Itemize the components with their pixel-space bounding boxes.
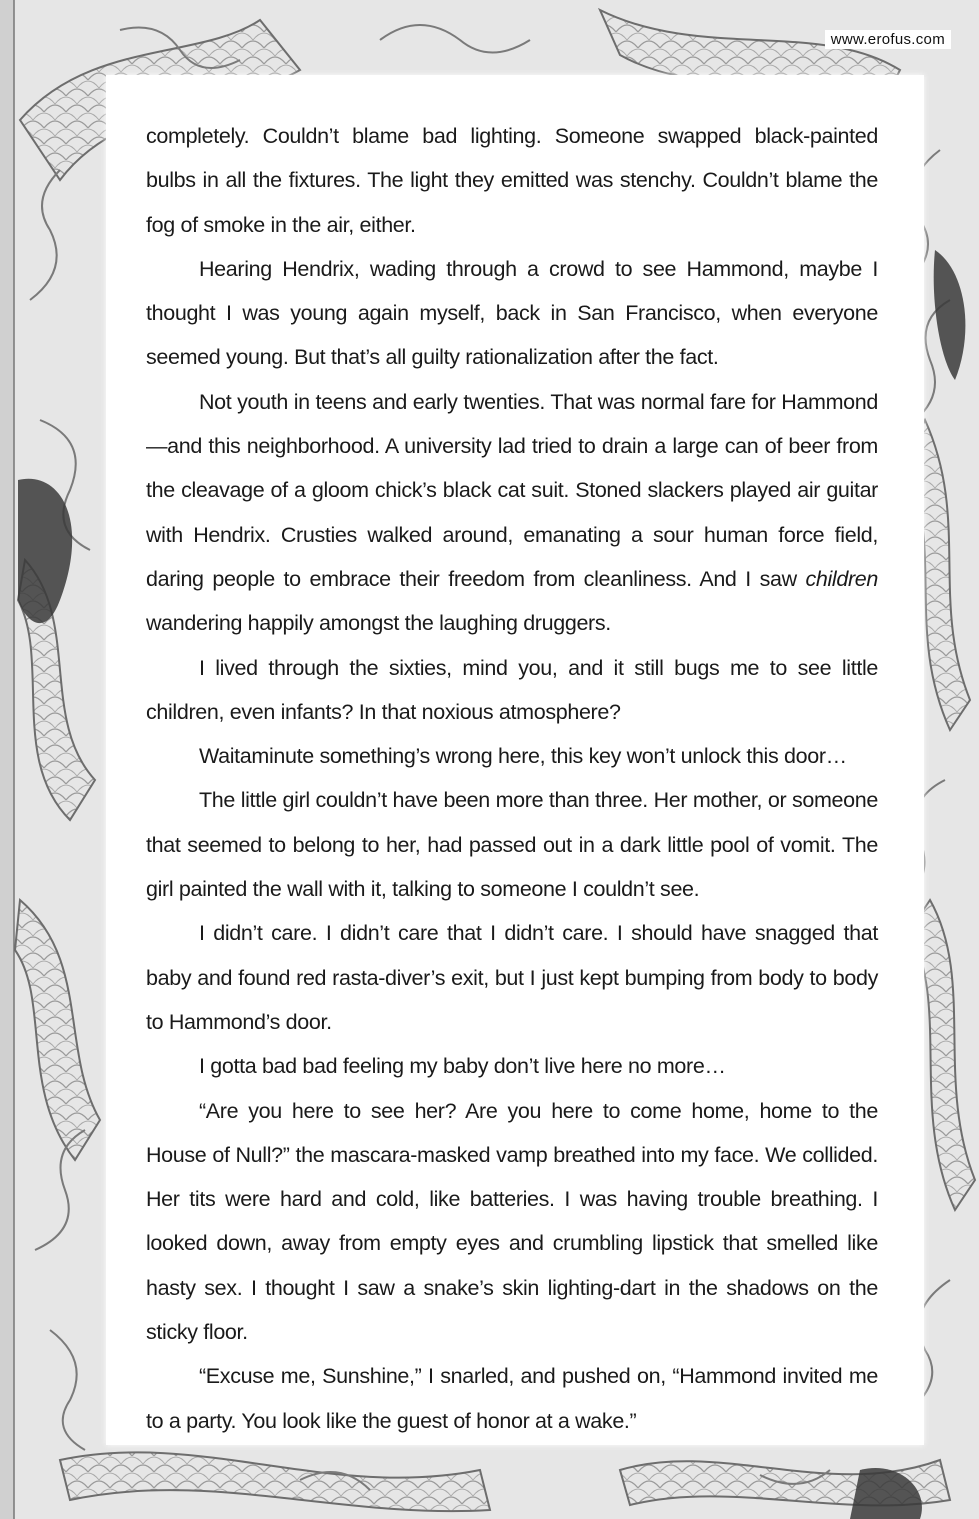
paragraph-7: “Are you here to see her? Are you here to come home, home to the House of Null?” the mascara-masked vamp breathed into my face. We collided. Her tits were hard and cold, like batteries. I was having trouble breathing. I looked down, away from empty eyes and crumbling lipstick that smelled like hasty sex. I thought I saw a snake’s skin lighting-dart in the shadows on the sticky floor. — [146, 1098, 878, 1345]
paragraph-1: completely. Couldn’t blame bad lighting. Someone swapped black-painted bulbs in all the fixtures. The light they emitted was stenchy. Couldn’t blame the fog of smoke in the air, either. — [146, 124, 878, 237]
paragraph-3 — [146, 380, 878, 646]
paragraph-6: I didn’t care. I didn’t care that I didn’t care. I should have snagged that baby and found red rasta-diver’s exit, but I just kept bumping from body to body to Hammond’s door. — [146, 921, 878, 1034]
italic-lyric-2: I gotta bad bad feeling my baby don’t live here no more… — [199, 1054, 726, 1079]
paragraph-8: “Excuse me, Sunshine,” I snarled, and pushed on, “Hammond invited me to a party. You look like the guest of honor at a wake.” — [146, 1364, 878, 1433]
text-column — [146, 114, 878, 1443]
watermark-badge: www.erofus.com — [825, 30, 951, 49]
italic-lyric-1: Waitaminute something’s wrong here, this key won’t unlock this door… — [199, 744, 847, 769]
paragraph-2: Hearing Hendrix, wading through a crowd to see Hammond, maybe I thought I was young again myself, back in San Francisco, when everyone seemed young. But that’s all guilty rationalization after the fact. — [146, 256, 878, 370]
paragraph-3-text: Not youth in teens and early twenties. That was normal fare for Hammond—and this neighborhood. A university lad tried to drain a large can of beer from the cleavage of a gloom chick’s black cat suit. Stoned slackers played air guitar with Hendrix. Crusties walked around, emanating a sour human force field, daring people to embrace their freedom from cleanliness. And I saw — [146, 389, 878, 591]
paragraph-3-tail: wandering happily amongst the laughing druggers. — [146, 611, 611, 636]
paragraph-4: I lived through the sixties, mind you, and it still bugs me to see little children, even infants? In that noxious atmosphere? — [146, 655, 878, 724]
paragraph-5: The little girl couldn’t have been more than three. Her mother, or someone that seemed to belong to her, had passed out in a dark little pool of vomit. The girl painted the wall with it, talking to someone I couldn’t see. — [146, 788, 878, 902]
paragraph-3-italic-word: children — [805, 566, 878, 591]
